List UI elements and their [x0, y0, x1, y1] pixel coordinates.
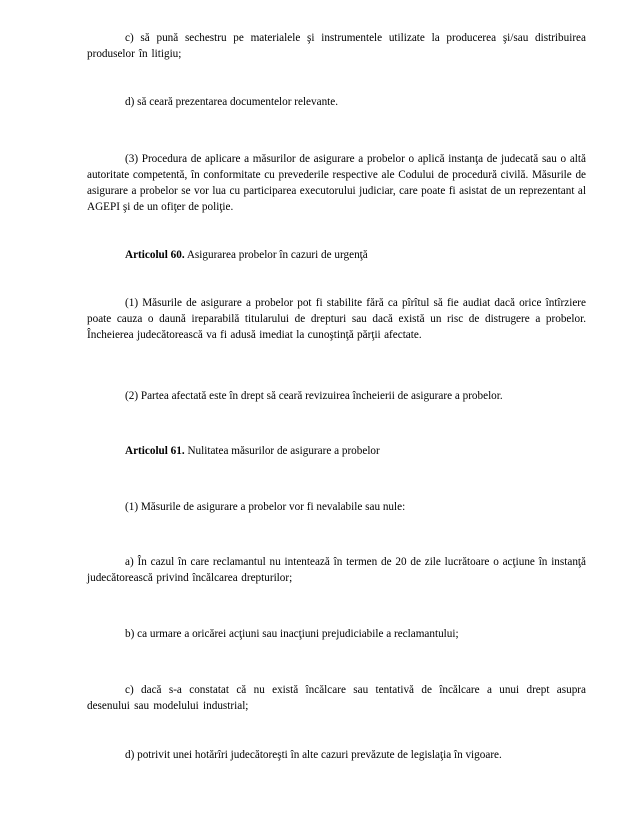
article-60-heading	[87, 247, 586, 263]
article-60-title: Asigurarea probelor în cazuri de urgenţă	[184, 249, 368, 261]
article-61-title: Nulitatea măsurilor de asigurare a probelor	[184, 445, 380, 457]
paragraph-art61-d: d) potrivit unei hotărîri judecătoreşti în alte cazuri prevăzute de legislaţia în vigoare.	[125, 749, 502, 761]
article-60-label: Articolul 60.	[125, 249, 185, 261]
paragraph-c-seize: c) să pună sechestru pe materialele şi instrumentele utilizate la producerea şi/sau distribuirea produselor în litigiu;	[87, 32, 586, 60]
paragraph-3-procedure: (3) Procedura de aplicare a măsurilor de asigurare a probelor o aplică instanţa de judecată sau o altă autoritate competentă, în conformitate cu prevederile respective ale Codului de procedură civilă. Măsurile de asigurare a probelor se vor lua cu participarea executorului judiciar, care poate fi asistat de un reprezentant al AGEPI şi de un ofiţer de poliţie.	[87, 153, 586, 213]
paragraph-art60-2: (2) Partea afectată este în drept să ceară revizuirea încheierii de asigurare a probelor.	[125, 390, 503, 402]
article-61-label: Articolul 61.	[125, 445, 185, 457]
paragraph-art61-c: c) dacă s-a constatat că nu există încălcare sau tentativă de încălcare a unui drept asupra desenului sau modelului industrial;	[87, 684, 586, 712]
paragraph-art60-1: (1) Măsurile de asigurare a probelor pot fi stabilite fără ca pîrîtul să fie audiat dacă orice întîrziere poate cauza o daună ireparabilă titularului de drepturi sau dacă există un risc de distrugere a probelor. Încheierea judecătorească va fi adusă imediat la cunoştinţă părţii afectate.	[87, 297, 586, 341]
paragraph-art61-b: b) ca urmare a oricărei acţiuni sau inacţiuni prejudiciabile a reclamantului;	[125, 628, 459, 640]
paragraph-d-documents: d) să ceară prezentarea documentelor relevante.	[125, 96, 339, 108]
article-61-heading	[87, 443, 586, 459]
paragraph-art61-a: a) În cazul în care reclamantul nu intentează în termen de 20 de zile lucrătoare o acţiune în instanţă judecătorească privind încălcarea drepturilor;	[87, 556, 586, 584]
paragraph-art61-1: (1) Măsurile de asigurare a probelor vor fi nevalabile sau nule:	[125, 501, 406, 513]
